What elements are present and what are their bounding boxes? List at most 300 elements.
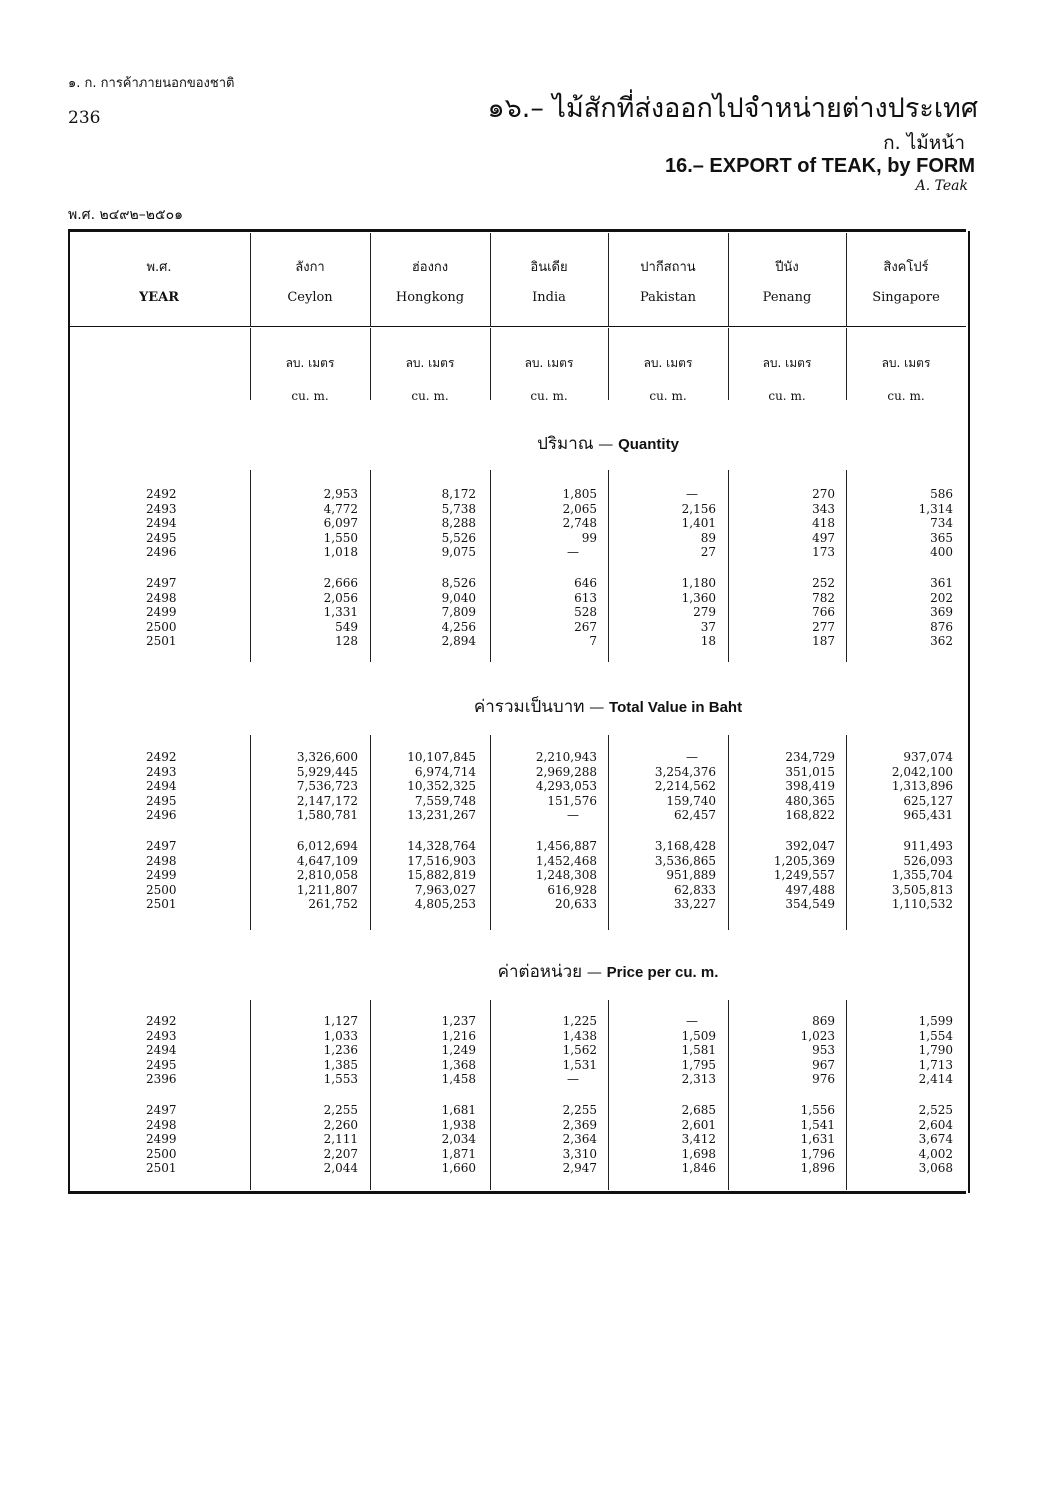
- column-divider: [608, 735, 609, 930]
- value-cell: 1,401: [681, 516, 716, 531]
- value-column: [853, 1014, 953, 1087]
- column-header-english: YEAR: [138, 290, 180, 305]
- value-cell: 586: [930, 487, 953, 501]
- value-cell: 99: [581, 530, 597, 545]
- value-cell: 2,210,943: [535, 750, 597, 764]
- year-cell: 2494: [146, 1043, 177, 1058]
- section-label: ๑. ก. การค้าภายนอกของชาติ: [68, 76, 235, 91]
- value-cell: 1,553: [323, 1072, 358, 1087]
- value-cell: 1,599: [918, 1014, 953, 1028]
- column-divider: [490, 735, 491, 930]
- value-cell: 876: [930, 619, 953, 634]
- value-cell: 1,385: [323, 1057, 358, 1072]
- value-column: [616, 576, 716, 649]
- value-cell: 2,369: [562, 1117, 597, 1132]
- column-header-thai: สิงคโปร์: [883, 260, 929, 275]
- year-cell: 2494: [146, 516, 177, 531]
- value-cell: 1,458: [441, 1072, 476, 1087]
- value-cell: 1,871: [441, 1146, 476, 1161]
- value-cell: 369: [930, 605, 953, 620]
- value-cell: 1,660: [441, 1161, 476, 1176]
- value-column: [735, 487, 835, 560]
- year-cell: 2498: [146, 853, 177, 868]
- year-cell: 2496: [146, 808, 177, 823]
- value-cell: 14,328,764: [407, 839, 476, 853]
- value-cell: —: [567, 1072, 579, 1087]
- column-divider: [846, 735, 847, 930]
- value-cell: 1,023: [800, 1028, 835, 1043]
- value-cell: 400: [930, 545, 953, 560]
- year-cell: 2494: [146, 779, 177, 794]
- value-column: [853, 487, 953, 560]
- value-cell: 1,452,468: [535, 853, 597, 868]
- value-cell: 3,674: [918, 1132, 953, 1147]
- column-header: [846, 256, 966, 305]
- value-cell: 951,889: [666, 868, 716, 883]
- value-cell: 2,525: [918, 1103, 953, 1117]
- value-column: [497, 576, 597, 649]
- value-cell: —: [567, 545, 579, 560]
- year-cell: 2496: [146, 545, 177, 560]
- thai-table-title: ๑๖.– ไม้สักที่ส่งออกไปจำหน่ายต่างประเทศ: [487, 93, 978, 124]
- value-cell: 2,894: [441, 634, 476, 649]
- value-column: [616, 1014, 716, 1087]
- value-cell: —: [567, 808, 579, 823]
- year-column: [146, 576, 206, 649]
- column-divider: [250, 735, 251, 930]
- unit-thai: ลบ. เมตร: [762, 356, 812, 370]
- year-cell: 2492: [146, 1014, 177, 1028]
- value-cell: 1,938: [441, 1117, 476, 1132]
- unit-english: cu. m.: [411, 389, 449, 403]
- value-cell: 1,360: [681, 590, 716, 605]
- value-cell: 766: [812, 605, 835, 620]
- year-cell: 2497: [146, 1103, 177, 1117]
- column-header: [250, 256, 370, 305]
- column-header-thai: ปีนัง: [775, 260, 799, 275]
- value-cell: 2,260: [323, 1117, 358, 1132]
- value-column: [376, 576, 476, 649]
- value-cell: 2,207: [323, 1146, 358, 1161]
- year-cell: 2501: [146, 897, 177, 912]
- value-cell: 976: [812, 1072, 835, 1087]
- column-divider: [370, 1000, 371, 1190]
- value-cell: 1,033: [323, 1028, 358, 1043]
- value-cell: 526,093: [903, 853, 953, 868]
- column-header-english: Pakistan: [640, 290, 696, 305]
- value-cell: 418: [812, 516, 835, 531]
- value-cell: 128: [335, 634, 358, 649]
- value-cell: 2,147,172: [296, 793, 358, 808]
- value-cell: 1,581: [681, 1043, 716, 1058]
- value-cell: 3,412: [681, 1132, 716, 1147]
- value-cell: 5,738: [441, 501, 476, 516]
- year-column: [146, 839, 206, 912]
- value-cell: 279: [693, 605, 716, 620]
- value-cell: 2,214,562: [654, 779, 716, 794]
- value-cell: 1,790: [918, 1043, 953, 1058]
- value-cell: 2,604: [918, 1117, 953, 1132]
- column-divider: [728, 735, 729, 930]
- value-cell: 2,364: [562, 1132, 597, 1147]
- value-cell: 1,249: [441, 1043, 476, 1058]
- column-header: [728, 256, 846, 305]
- column-header-thai: ลังกา: [295, 260, 325, 275]
- value-cell: 343: [812, 501, 835, 516]
- value-cell: 2,414: [918, 1072, 953, 1087]
- column-divider: [250, 470, 251, 662]
- column-header-thai: พ.ศ.: [146, 260, 172, 275]
- value-cell: 62,833: [674, 882, 716, 897]
- column-header-thai: อินเดีย: [530, 260, 568, 275]
- value-cell: 953: [812, 1043, 835, 1058]
- value-cell: 480,365: [785, 793, 835, 808]
- value-cell: 202: [930, 590, 953, 605]
- value-cell: 270: [812, 487, 835, 501]
- value-cell: 1,896: [800, 1161, 835, 1176]
- value-cell: 361: [930, 576, 953, 590]
- value-cell: 1,509: [681, 1028, 716, 1043]
- unit-thai: ลบ. เมตร: [405, 356, 455, 370]
- section-title-dash: —: [582, 963, 607, 981]
- value-cell: 1,355,704: [891, 868, 953, 883]
- value-cell: 2,313: [681, 1072, 716, 1087]
- value-cell: 267: [574, 619, 597, 634]
- year-cell: 2499: [146, 605, 177, 620]
- value-column: [258, 750, 358, 823]
- value-cell: 625,127: [903, 793, 953, 808]
- value-cell: 1,313,896: [891, 779, 953, 794]
- header-bottom-rule: [68, 326, 966, 327]
- value-cell: 1,211,807: [296, 882, 358, 897]
- year-cell: 2493: [146, 501, 177, 516]
- value-cell: 497,488: [785, 882, 835, 897]
- value-cell: 3,505,813: [891, 882, 953, 897]
- section-title: [250, 958, 966, 985]
- value-cell: 9,075: [441, 545, 476, 560]
- value-cell: 2,666: [323, 576, 358, 590]
- column-divider: [490, 1000, 491, 1190]
- value-cell: 7,809: [441, 605, 476, 620]
- year-column: [146, 1103, 206, 1176]
- value-cell: 2,065: [562, 501, 597, 516]
- column-header-thai: ฮ่องกง: [411, 260, 449, 275]
- value-column: [497, 1103, 597, 1176]
- year-cell: 2497: [146, 576, 177, 590]
- table-bottom-rule: [68, 1191, 966, 1194]
- year-cell: 2500: [146, 1146, 177, 1161]
- year-cell: 2495: [146, 1057, 177, 1072]
- english-table-title: 16.– EXPORT of TEAK, by FORM: [664, 155, 975, 177]
- value-cell: 2,056: [323, 590, 358, 605]
- page-number: 236: [68, 108, 101, 128]
- year-column: [146, 487, 206, 560]
- unit-thai: ลบ. เมตร: [524, 356, 574, 370]
- value-cell: 392,047: [785, 839, 835, 853]
- value-cell: 4,772: [323, 501, 358, 516]
- value-cell: 1,456,887: [535, 839, 597, 853]
- table-top-rule: [68, 229, 966, 232]
- value-cell: 2,953: [323, 487, 358, 501]
- value-cell: 2,042,100: [891, 764, 953, 779]
- column-divider: [846, 1000, 847, 1190]
- value-cell: 7: [589, 634, 597, 649]
- value-cell: 17,516,903: [407, 853, 476, 868]
- value-cell: 4,293,053: [535, 779, 597, 794]
- value-cell: 8,288: [441, 516, 476, 531]
- column-divider: [490, 470, 491, 662]
- value-cell: 1,795: [681, 1057, 716, 1072]
- value-cell: 1,681: [441, 1103, 476, 1117]
- column-header: [370, 256, 490, 305]
- section-title-english: Price per cu. m.: [606, 964, 719, 981]
- value-cell: 1,236: [323, 1043, 358, 1058]
- value-cell: 1,713: [918, 1057, 953, 1072]
- unit-label: [846, 354, 966, 403]
- value-cell: 1,531: [562, 1057, 597, 1072]
- value-cell: 2,969,288: [535, 764, 597, 779]
- value-cell: 1,698: [681, 1146, 716, 1161]
- value-cell: 1,216: [441, 1028, 476, 1043]
- year-cell: 2396: [146, 1072, 177, 1087]
- value-cell: 549: [335, 619, 358, 634]
- value-cell: 613: [574, 590, 597, 605]
- value-cell: 1,556: [800, 1103, 835, 1117]
- value-cell: 8,526: [441, 576, 476, 590]
- value-cell: 7,536,723: [296, 779, 358, 794]
- unit-thai: ลบ. เมตร: [881, 356, 931, 370]
- value-cell: 4,805,253: [414, 897, 476, 912]
- value-cell: 2,255: [323, 1103, 358, 1117]
- period-label: พ.ศ. ๒๔๙๒–๒๕๐๑: [68, 207, 184, 223]
- unit-label: [250, 354, 370, 403]
- value-cell: 646: [574, 576, 597, 590]
- value-column: [497, 1014, 597, 1087]
- value-column: [616, 1103, 716, 1176]
- value-cell: 20,633: [555, 897, 597, 912]
- value-cell: 4,256: [441, 619, 476, 634]
- value-cell: 1,580,781: [296, 808, 358, 823]
- value-column: [258, 487, 358, 560]
- value-cell: 37: [700, 619, 716, 634]
- year-cell: 2499: [146, 868, 177, 883]
- value-cell: —: [686, 750, 698, 764]
- value-cell: 1,248,308: [535, 868, 597, 883]
- value-cell: 6,097: [323, 516, 358, 531]
- year-cell: 2492: [146, 487, 177, 501]
- value-cell: 7,963,027: [414, 882, 476, 897]
- section-title-dash: —: [593, 435, 619, 453]
- value-cell: 4,647,109: [296, 853, 358, 868]
- column-header: [68, 256, 250, 305]
- year-cell: 2499: [146, 1132, 177, 1147]
- value-cell: 2,255: [562, 1103, 597, 1117]
- unit-label: [728, 354, 846, 403]
- value-cell: 398,419: [785, 779, 835, 794]
- column-header-english: Singapore: [872, 290, 940, 305]
- unit-english: cu. m.: [291, 389, 329, 403]
- unit-label: [608, 354, 728, 403]
- year-cell: 2492: [146, 750, 177, 764]
- value-column: [853, 839, 953, 912]
- value-cell: 2,810,058: [296, 868, 358, 883]
- year-cell: 2495: [146, 530, 177, 545]
- value-cell: 1,541: [800, 1117, 835, 1132]
- column-header-english: Penang: [762, 290, 812, 305]
- section-title-dash: —: [584, 698, 610, 716]
- value-cell: 1,331: [323, 605, 358, 620]
- column-divider: [608, 470, 609, 662]
- value-cell: 2,748: [562, 516, 597, 531]
- unit-english: cu. m.: [887, 389, 925, 403]
- value-column: [616, 750, 716, 823]
- unit-thai: ลบ. เมตร: [643, 356, 693, 370]
- unit-label: [370, 354, 490, 403]
- value-cell: 1,554: [918, 1028, 953, 1043]
- year-column: [146, 1014, 206, 1087]
- unit-english: cu. m.: [530, 389, 568, 403]
- column-divider: [608, 1000, 609, 1190]
- year-cell: 2500: [146, 882, 177, 897]
- value-cell: 10,352,325: [407, 779, 476, 794]
- year-cell: 2493: [146, 1028, 177, 1043]
- value-column: [735, 750, 835, 823]
- value-cell: 27: [700, 545, 716, 560]
- value-cell: 9,040: [441, 590, 476, 605]
- value-cell: 528: [574, 605, 597, 620]
- value-cell: 13,231,267: [407, 808, 476, 823]
- value-column: [735, 576, 835, 649]
- value-cell: 277: [812, 619, 835, 634]
- section-title-thai: ค่าต่อหน่วย: [497, 962, 583, 982]
- section-title: [250, 693, 966, 720]
- value-column: [376, 487, 476, 560]
- section-title-english: Quantity: [618, 436, 679, 453]
- value-cell: 869: [812, 1014, 835, 1028]
- value-cell: 159,740: [666, 793, 716, 808]
- value-cell: 616,928: [547, 882, 597, 897]
- value-column: [258, 576, 358, 649]
- year-cell: 2497: [146, 839, 177, 853]
- value-cell: 62,457: [674, 808, 716, 823]
- value-cell: 497: [812, 530, 835, 545]
- value-cell: 1,127: [323, 1014, 358, 1028]
- value-cell: 1,225: [562, 1014, 597, 1028]
- value-cell: 5,526: [441, 530, 476, 545]
- value-cell: 365: [930, 530, 953, 545]
- value-cell: 252: [812, 576, 835, 590]
- value-column: [376, 839, 476, 912]
- value-column: [853, 750, 953, 823]
- value-cell: 3,310: [562, 1146, 597, 1161]
- value-cell: 173: [812, 545, 835, 560]
- value-column: [735, 1014, 835, 1087]
- value-cell: 2,601: [681, 1117, 716, 1132]
- value-cell: 3,168,428: [654, 839, 716, 853]
- year-cell: 2500: [146, 619, 177, 634]
- value-cell: 1,368: [441, 1057, 476, 1072]
- section-title-thai: ค่ารวมเป็นบาท: [473, 697, 585, 717]
- thai-table-subtitle: ก. ไม้หน้า: [883, 132, 965, 154]
- value-cell: 911,493: [903, 839, 953, 853]
- english-table-subtitle: A. Teak: [915, 178, 968, 194]
- value-column: [853, 576, 953, 649]
- value-cell: 33,227: [674, 897, 716, 912]
- value-column: [497, 487, 597, 560]
- year-cell: 2498: [146, 590, 177, 605]
- value-cell: 1,562: [562, 1043, 597, 1058]
- value-cell: 1,314: [918, 501, 953, 516]
- value-cell: 1,846: [681, 1161, 716, 1176]
- value-cell: 967: [812, 1057, 835, 1072]
- year-cell: 2501: [146, 634, 177, 649]
- value-cell: 15,882,819: [407, 868, 476, 883]
- value-cell: 261,752: [308, 897, 358, 912]
- value-cell: 187: [812, 634, 835, 649]
- value-cell: 362: [930, 634, 953, 649]
- value-cell: 937,074: [903, 750, 953, 764]
- value-cell: 1,550: [323, 530, 358, 545]
- year-cell: 2495: [146, 793, 177, 808]
- value-column: [497, 839, 597, 912]
- value-cell: 4,002: [918, 1146, 953, 1161]
- value-cell: 151,576: [547, 793, 597, 808]
- value-cell: 1,110,532: [891, 897, 953, 912]
- value-column: [735, 839, 835, 912]
- value-column: [376, 750, 476, 823]
- section-title-english: Total Value in Baht: [609, 699, 743, 716]
- value-cell: 965,431: [903, 808, 953, 823]
- value-column: [376, 1103, 476, 1176]
- value-cell: 734: [930, 516, 953, 531]
- value-cell: 354,549: [785, 897, 835, 912]
- column-header-english: Ceylon: [287, 290, 333, 305]
- value-column: [258, 1103, 358, 1176]
- unit-label: [490, 354, 608, 403]
- section-title-thai: ปริมาณ: [537, 434, 594, 454]
- value-cell: 1,205,369: [773, 853, 835, 868]
- value-cell: —: [686, 487, 698, 501]
- value-cell: 3,254,376: [654, 764, 716, 779]
- column-divider: [846, 470, 847, 662]
- year-cell: 2493: [146, 764, 177, 779]
- value-cell: 2,156: [681, 501, 716, 516]
- section-title: [250, 430, 966, 457]
- value-cell: 7,559,748: [414, 793, 476, 808]
- value-column: [258, 839, 358, 912]
- column-header-thai: ปากีสถาน: [640, 260, 696, 275]
- value-cell: 89: [700, 530, 716, 545]
- value-column: [853, 1103, 953, 1176]
- year-cell: 2501: [146, 1161, 177, 1176]
- value-cell: 8,172: [441, 487, 476, 501]
- value-cell: —: [686, 1014, 698, 1028]
- value-column: [735, 1103, 835, 1176]
- value-cell: 782: [812, 590, 835, 605]
- unit-english: cu. m.: [768, 389, 806, 403]
- column-divider: [250, 1000, 251, 1190]
- value-column: [376, 1014, 476, 1087]
- column-divider: [728, 1000, 729, 1190]
- value-cell: 2,034: [441, 1132, 476, 1147]
- value-cell: 1,237: [441, 1014, 476, 1028]
- value-column: [258, 1014, 358, 1087]
- value-cell: 3,536,865: [654, 853, 716, 868]
- value-column: [616, 839, 716, 912]
- column-header-english: Hongkong: [395, 290, 465, 305]
- column-divider: [370, 735, 371, 930]
- value-cell: 1,631: [800, 1132, 835, 1147]
